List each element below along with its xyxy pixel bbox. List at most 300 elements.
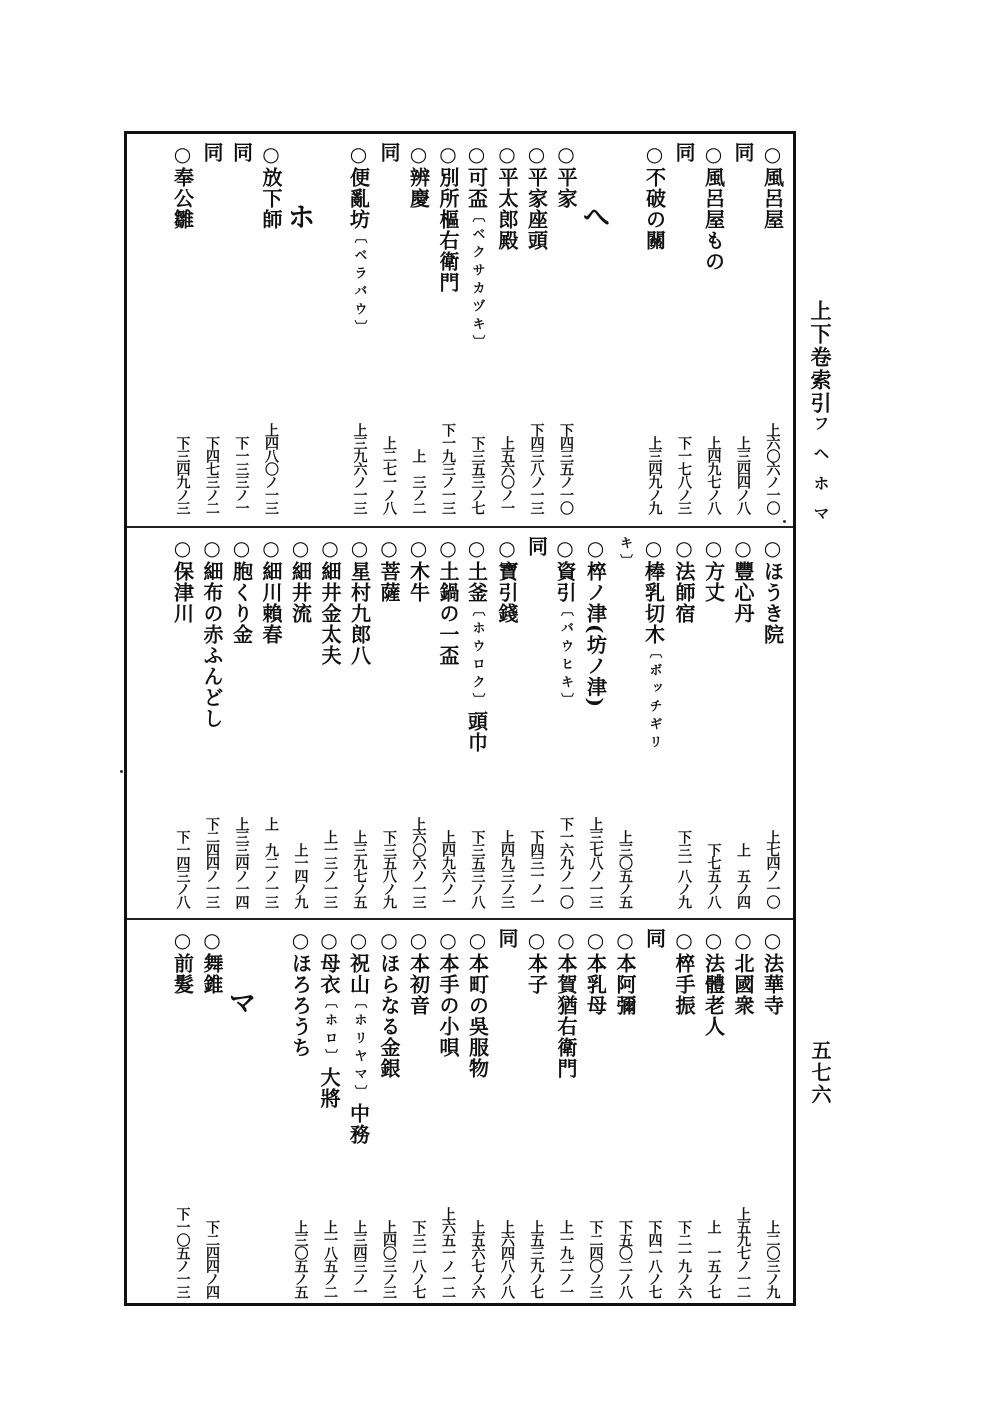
entry-page-ref: 下一七八ノ三 xyxy=(676,436,692,514)
entry-marker: ○ xyxy=(613,928,637,953)
entry-page-ref: 上五九七ノ一二 xyxy=(735,1207,751,1298)
index-entry xyxy=(522,142,552,518)
index-entry xyxy=(758,536,788,912)
entry-page-ref: 上 三ノ二 xyxy=(410,449,427,514)
index-entry xyxy=(433,928,463,1302)
entry-reading: 〔ホウロク〕 xyxy=(469,603,485,711)
entry-marker: ○ xyxy=(200,536,224,561)
entry-text: 同 xyxy=(731,142,755,163)
index-entry xyxy=(640,142,670,518)
running-head-title: 上下卷索引 xyxy=(808,300,833,415)
index-entry xyxy=(699,536,729,912)
entry-text: 法師宿 xyxy=(672,561,696,624)
entry-term xyxy=(374,142,403,163)
entry-marker: ○ xyxy=(465,928,490,953)
entry-page-ref: 上六〇六ノ一三 xyxy=(410,817,427,908)
entry-marker: ○ xyxy=(583,928,608,953)
entry-term xyxy=(492,142,521,251)
entry-text: 奉公雛 xyxy=(170,167,195,230)
entry-page-ref: 下二一九ノ六 xyxy=(676,1220,692,1298)
entry-reading: 〔ボッチギリ xyxy=(646,645,662,753)
entry-page-ref: 下三五三ノ八 xyxy=(469,830,486,908)
index-entry xyxy=(404,536,434,912)
entry-text: 本手の小唄 xyxy=(436,953,460,1058)
entry-term xyxy=(610,536,639,572)
entry-marker: ○ xyxy=(642,142,667,167)
index-entry xyxy=(551,536,581,912)
entry-term xyxy=(699,928,728,1037)
entry-page-ref: 下四一八ノ七 xyxy=(646,1220,663,1298)
entry-marker: ○ xyxy=(672,536,696,561)
entry-page-ref: 上三〇五ノ五 xyxy=(292,1220,309,1298)
kana-section-heading xyxy=(283,142,317,518)
entry-reading: 〔ベラバウ〕 xyxy=(351,230,367,338)
index-entry xyxy=(404,928,434,1302)
entry-page-ref: 上五三九ノ七 xyxy=(528,1220,545,1298)
entry-marker: ○ xyxy=(406,928,431,953)
index-entry xyxy=(168,142,198,518)
entry-marker: ○ xyxy=(495,536,519,561)
entry-marker: ○ xyxy=(200,928,224,953)
index-entry xyxy=(551,142,581,518)
entry-text: 平家座頭 xyxy=(524,167,549,251)
entry-page-ref: 上三七八ノ一三 xyxy=(587,817,604,908)
entry-term xyxy=(315,928,344,1109)
entry-marker: ○ xyxy=(583,536,608,561)
entry-suffix: 中務 xyxy=(346,1103,371,1145)
entry-marker: ○ xyxy=(377,536,401,561)
entry-page-ref: 下三一八ノ七 xyxy=(410,1220,427,1298)
entry-text: 法體老人 xyxy=(701,953,726,1037)
entry-marker: ○ xyxy=(346,928,371,953)
index-entry xyxy=(463,536,493,912)
entry-page-ref: 上一九二ノ一 xyxy=(558,1220,574,1298)
entry-term xyxy=(669,142,698,163)
running-head xyxy=(804,300,836,535)
index-entry xyxy=(227,142,257,518)
entry-text: 辨慶 xyxy=(406,167,431,209)
entry-page-ref: 上三四四ノ八 xyxy=(735,436,751,514)
entry-marker: ○ xyxy=(317,928,341,953)
entry-marker: ○ xyxy=(524,142,549,167)
entry-suffix: 頭巾 xyxy=(464,711,489,753)
index-entry xyxy=(256,928,286,1302)
entry-page-ref: 下三五三ノ七 xyxy=(469,436,486,514)
index-entry xyxy=(168,928,198,1302)
entry-marker: ○ xyxy=(701,142,726,167)
entry-term xyxy=(522,536,551,557)
index-entry xyxy=(551,928,581,1302)
entry-page-ref: 下四三五ノ一〇 xyxy=(558,423,574,514)
entry-term xyxy=(315,536,344,666)
entry-text: 土鍋の一盃 xyxy=(436,561,460,666)
entry-term xyxy=(168,142,197,230)
index-entry xyxy=(610,142,640,518)
index-entry xyxy=(315,928,345,1302)
print-speck xyxy=(120,770,123,773)
entry-term xyxy=(256,536,285,645)
entry-page-ref: 下一四三ノ八 xyxy=(174,830,191,908)
entry-page-ref: 下一〇五ノ一三 xyxy=(174,1207,191,1298)
entry-text: 木牛 xyxy=(406,561,431,603)
kana-heading-label: へ xyxy=(578,202,612,230)
entry-marker: ○ xyxy=(495,142,519,167)
entry-term xyxy=(551,928,580,1079)
entry-marker: ○ xyxy=(436,928,460,953)
entry-text: 豐心丹 xyxy=(731,561,755,624)
entry-page-ref: 上三九七ノ五 xyxy=(351,830,368,908)
entry-term xyxy=(168,536,197,624)
index-entry xyxy=(669,142,699,518)
index-entry xyxy=(669,536,699,912)
entry-term xyxy=(492,536,521,624)
entry-page-ref: 下一九三ノ一三 xyxy=(440,423,456,514)
entry-page-ref: 下二四〇ノ三 xyxy=(587,1220,604,1298)
index-entry xyxy=(610,928,640,1302)
entry-term xyxy=(433,928,462,1058)
entry-text: 保津川 xyxy=(170,561,195,624)
entry-text: 風呂屋 xyxy=(760,167,785,230)
entry-text: 本町の吳服物 xyxy=(465,953,490,1079)
entry-term xyxy=(345,928,374,1145)
entry-term xyxy=(345,536,374,666)
entry-text: 細井流 xyxy=(288,561,313,624)
entry-marker: ○ xyxy=(641,536,666,561)
index-entry xyxy=(374,536,404,912)
entry-page-ref: 下七五ノ八 xyxy=(705,843,722,908)
entry-page-ref: 上五六〇ノ一 xyxy=(499,436,515,514)
entry-page-ref: 上 九二ノ一三 xyxy=(263,817,279,908)
entry-text: 平家 xyxy=(554,167,578,209)
entry-term xyxy=(345,142,374,338)
index-entry xyxy=(433,536,463,912)
entry-text: 可盃 xyxy=(464,167,489,209)
entry-term xyxy=(256,142,285,230)
index-entry xyxy=(374,142,404,518)
entry-term xyxy=(640,142,669,251)
entry-text: 椊ノ津(坊ノ津) xyxy=(583,561,608,708)
entry-term xyxy=(758,928,787,1016)
index-entry xyxy=(699,928,729,1302)
kana-section-heading xyxy=(578,142,612,518)
entry-term xyxy=(286,928,315,1058)
index-entry xyxy=(286,536,316,912)
entry-text: 同 xyxy=(642,928,667,949)
entry-text: 法華寺 xyxy=(760,953,785,1016)
entry-page-ref: 上四〇三ノ三 xyxy=(381,1220,397,1298)
index-entry xyxy=(522,928,552,1302)
entry-page-ref: 下三五八ノ九 xyxy=(381,830,397,908)
entry-text: 細川賴春 xyxy=(259,561,283,645)
entry-page-ref: 上三三四ノ一四 xyxy=(233,817,250,908)
entry-marker: ○ xyxy=(288,928,313,953)
print-speck xyxy=(783,520,786,523)
index-entry xyxy=(463,142,493,518)
index-entry xyxy=(728,536,758,912)
entry-marker: ○ xyxy=(464,536,489,561)
entry-text: 祝山 xyxy=(346,953,371,995)
entry-marker: ○ xyxy=(760,142,785,167)
entry-marker: ○ xyxy=(554,142,578,167)
index-entry xyxy=(492,928,522,1302)
entry-term xyxy=(227,142,256,163)
entry-text: 同 xyxy=(229,142,254,163)
entry-page-ref: 上四八〇ノ一三 xyxy=(263,423,279,514)
entry-text: 別所樞右衛門 xyxy=(436,167,460,293)
entry-marker: ○ xyxy=(259,142,283,167)
entry-text: ほろろうち xyxy=(288,953,313,1058)
entry-text: 便亂坊 xyxy=(346,167,371,230)
entry-text: 土釜 xyxy=(464,561,489,603)
entry-term xyxy=(492,928,521,949)
entry-page-ref: 上三〇五ノ五 xyxy=(617,830,633,908)
index-entry xyxy=(581,536,611,912)
entry-page-ref: 上七四ノ一〇 xyxy=(764,830,781,908)
index-entry xyxy=(197,536,227,912)
entry-term xyxy=(522,928,551,995)
index-entry xyxy=(168,536,198,912)
entry-marker: ○ xyxy=(731,928,755,953)
entry-text: 同 xyxy=(672,142,696,163)
entry-marker: ○ xyxy=(259,536,283,561)
entry-page-ref: 上三四三ノ一 xyxy=(351,1220,368,1298)
index-entry xyxy=(581,928,611,1302)
entry-text: 不破の關 xyxy=(642,167,667,251)
entry-marker: ○ xyxy=(760,536,785,561)
index-entry xyxy=(404,142,434,518)
entry-marker: ○ xyxy=(554,928,578,953)
index-entry xyxy=(345,142,375,518)
entry-page-ref: 下四三八ノ一三 xyxy=(528,423,545,514)
entry-marker: ○ xyxy=(347,536,372,561)
index-entry xyxy=(345,928,375,1302)
index-entry xyxy=(522,536,552,912)
entry-term xyxy=(463,536,492,753)
entry-suffix: 大將 xyxy=(317,1067,341,1109)
entry-term xyxy=(227,536,256,645)
entry-marker: ○ xyxy=(436,142,460,167)
entry-text: 本阿彌 xyxy=(613,953,637,1016)
index-entry xyxy=(669,928,699,1302)
entry-marker: ○ xyxy=(406,536,431,561)
entry-page-ref: 上五六七ノ六 xyxy=(469,1220,486,1298)
entry-page-ref: 下四三一ノ一 xyxy=(528,830,545,908)
index-entry xyxy=(227,536,257,912)
entry-page-ref: 上四九三ノ三 xyxy=(499,830,515,908)
entry-marker: ○ xyxy=(436,536,460,561)
entry-marker: ○ xyxy=(731,536,755,561)
entry-reading: キ〕 xyxy=(617,536,632,572)
entry-marker: ○ xyxy=(377,928,401,953)
entry-page-ref: 上一三ノ一三 xyxy=(322,830,338,908)
index-entry xyxy=(315,142,345,518)
entry-term xyxy=(728,536,757,624)
entry-term xyxy=(728,142,757,163)
entry-page-ref: 上六〇六ノ一〇 xyxy=(764,423,781,514)
index-entry xyxy=(286,928,316,1302)
entry-text: 棒乳切木 xyxy=(641,561,666,645)
entry-page-ref: 上一八五ノ二 xyxy=(322,1220,338,1298)
entry-text: 放下師 xyxy=(259,167,283,230)
entry-page-ref: 下三一八ノ九 xyxy=(676,830,692,908)
entry-text: 同 xyxy=(495,928,519,949)
entry-term xyxy=(551,142,580,209)
entry-marker: ○ xyxy=(553,536,577,561)
entry-page-ref: 上一四ノ九 xyxy=(292,843,309,908)
entry-text: 平太郎殿 xyxy=(495,167,519,251)
index-entry xyxy=(610,536,640,912)
index-entry xyxy=(758,142,788,518)
index-entry xyxy=(374,928,404,1302)
entry-marker: ○ xyxy=(170,142,195,167)
entry-term xyxy=(374,928,403,1079)
entry-term xyxy=(197,928,226,995)
entry-term xyxy=(404,536,433,603)
index-entry xyxy=(463,928,493,1302)
kana-heading-label: マ xyxy=(224,988,258,1016)
entry-term xyxy=(522,142,551,251)
entry-term xyxy=(433,142,462,293)
entry-term xyxy=(168,928,197,995)
entry-page-ref: 下一三三ノ一 xyxy=(233,436,250,514)
entry-term xyxy=(374,536,403,603)
entry-page-ref: 上二〇三ノ九 xyxy=(764,1220,781,1298)
entry-text: 細井金太夫 xyxy=(318,561,342,666)
entry-text: 母衣 xyxy=(317,953,341,995)
entry-text: 胞くり金 xyxy=(229,561,254,645)
entry-term xyxy=(551,536,580,711)
entry-page-ref: 上四九六ノ一 xyxy=(440,830,456,908)
entry-marker: ○ xyxy=(346,142,371,167)
entry-text: 舞錐 xyxy=(200,953,224,995)
entry-page-ref: 上三四九ノ九 xyxy=(646,436,663,514)
entry-term xyxy=(197,536,226,729)
kana-heading-label: ホ xyxy=(283,202,317,230)
entry-page-ref: 上四九七ノ八 xyxy=(705,436,722,514)
entry-page-ref: 上六四八ノ八 xyxy=(499,1220,515,1298)
entry-reading: 〔ベクサカヅキ〕 xyxy=(469,209,485,353)
entry-text: 同 xyxy=(200,142,224,163)
entry-term xyxy=(640,928,669,949)
index-entry xyxy=(433,142,463,518)
entry-term xyxy=(610,928,639,1016)
entry-text: ほらなる金銀 xyxy=(377,953,401,1079)
entry-page-ref: 上 一五ノ七 xyxy=(705,1220,722,1298)
entry-text: 椊手振 xyxy=(672,953,696,1016)
index-entry xyxy=(197,928,227,1302)
entry-page-ref: 下四七三ノ二 xyxy=(204,436,220,514)
entry-marker: ○ xyxy=(701,536,726,561)
entry-page-ref: 下三四九ノ三 xyxy=(174,436,191,514)
index-entry xyxy=(728,928,758,1302)
index-entry xyxy=(315,536,345,912)
entry-text: 方丈 xyxy=(701,561,726,603)
index-entry xyxy=(256,536,286,912)
index-tier-upper xyxy=(127,134,793,524)
index-entry xyxy=(728,142,758,518)
entry-marker: ○ xyxy=(229,536,254,561)
entry-page-ref: 下五〇二ノ八 xyxy=(617,1220,633,1298)
index-entry xyxy=(640,928,670,1302)
entry-text: 本子 xyxy=(524,953,549,995)
entry-page-ref: 上二七一ノ八 xyxy=(381,436,397,514)
entry-term xyxy=(286,536,315,624)
entry-text: 風呂屋もの xyxy=(701,167,726,272)
entry-text: 本賀猶右衛門 xyxy=(554,953,578,1079)
entry-term xyxy=(433,536,462,666)
entry-text: 北國衆 xyxy=(731,953,755,1016)
running-head-kana: フヘホマ xyxy=(811,415,830,535)
entry-text: 前髮 xyxy=(170,953,195,995)
entry-term xyxy=(404,928,433,1016)
entry-text: ほうき院 xyxy=(760,561,785,645)
kana-section-heading xyxy=(224,928,258,1302)
entry-page-ref: 上六五一ノ一二 xyxy=(440,1207,456,1298)
entry-page-ref: 下一六九ノ一〇 xyxy=(558,817,574,908)
entry-term xyxy=(669,536,698,624)
entry-text: 本乳母 xyxy=(583,953,608,1016)
entry-marker: ○ xyxy=(760,928,785,953)
entry-term xyxy=(463,142,492,353)
entry-text: 同 xyxy=(377,142,401,163)
entry-marker: ○ xyxy=(672,928,696,953)
index-entry xyxy=(758,928,788,1302)
entry-page-ref: 下二四四ノ一三 xyxy=(204,817,220,908)
entry-term xyxy=(581,928,610,1016)
entry-term xyxy=(758,536,787,645)
entry-marker: ○ xyxy=(288,536,313,561)
entry-marker: ○ xyxy=(524,928,549,953)
index-entry xyxy=(197,142,227,518)
index-entry xyxy=(345,536,375,912)
entry-term xyxy=(463,928,492,1079)
entry-marker: ○ xyxy=(701,928,726,953)
entry-term xyxy=(197,142,226,163)
entry-reading: 〔ホリヤマ〕 xyxy=(351,995,367,1103)
index-frame xyxy=(124,131,796,1306)
entry-term xyxy=(669,928,698,1016)
entry-term xyxy=(404,142,433,209)
entry-marker: ○ xyxy=(406,142,431,167)
entry-reading: 〔バウヒキ〕 xyxy=(558,603,573,711)
entry-term xyxy=(699,142,728,272)
entry-marker: ○ xyxy=(318,536,342,561)
entry-page-ref: 上 五ノ四 xyxy=(735,843,751,908)
entry-text: 同 xyxy=(524,536,549,557)
index-entry xyxy=(256,142,286,518)
entry-text: 菩薩 xyxy=(377,561,401,603)
entry-text: 資引 xyxy=(553,561,577,603)
index-tier-lower xyxy=(127,918,793,1308)
entry-term xyxy=(640,536,669,753)
entry-marker: ○ xyxy=(170,536,195,561)
page-number: 五七六 xyxy=(808,1040,832,1106)
entry-reading: 〔ホロ〕 xyxy=(322,995,337,1067)
entry-term xyxy=(581,536,610,708)
entry-text: 星村九郎八 xyxy=(347,561,372,666)
entry-marker: ○ xyxy=(464,142,489,167)
entry-marker: ○ xyxy=(170,928,195,953)
index-entry xyxy=(492,142,522,518)
entry-term xyxy=(728,928,757,1016)
entry-text: 本初音 xyxy=(406,953,431,1016)
entry-text: 細布の赤ふんどし xyxy=(200,561,224,729)
entry-page-ref: 上三九六ノ一三 xyxy=(351,423,368,514)
index-entry xyxy=(640,536,670,912)
entry-term xyxy=(699,536,728,603)
entry-term xyxy=(758,142,787,230)
index-entry xyxy=(492,536,522,912)
